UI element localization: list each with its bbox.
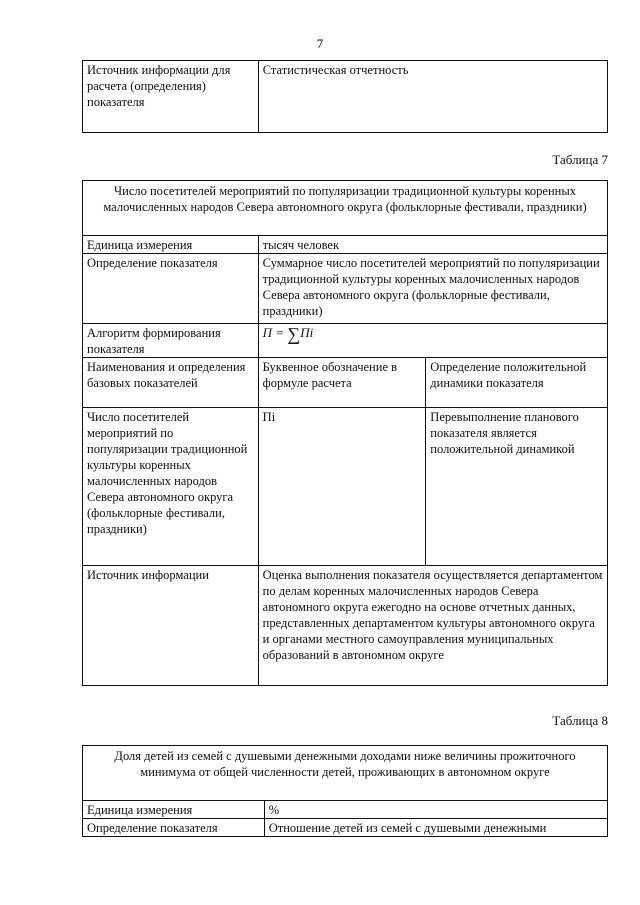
page-number: 7 (316, 36, 324, 51)
base-indicator-dynamics: Перевыполнение планового показателя является положительной динамикой (426, 408, 608, 566)
base-indicator-name: Число посетителей мероприятий по популяризации традиционной культуры коренных малочисленных народов Севера автономного округа (фольклорные фестивали, праздники) (83, 408, 259, 566)
table8-caption: Таблица 8 (552, 713, 608, 728)
column-header: Буквенное обозначение в формуле расчета (258, 358, 426, 408)
table8-title: Доля детей из семей с душевыми денежными доходами ниже величины прожиточного минимума от общей численности детей, проживающих в автономном округе (83, 746, 608, 801)
source-label-cell: Источник информации для расчета (определения) показателя (83, 61, 259, 133)
table-row (83, 819, 608, 837)
base-indicator-symbol: Пi (258, 408, 426, 566)
table-row (83, 61, 608, 133)
source-label-cell: Источник информации (83, 566, 259, 686)
algorithm-label-cell: Алгоритм формирования показателя (83, 324, 259, 358)
source-value-cell: Оценка выполнения показателя осуществляется департаментом по делам коренных малочисленных народов Севера автономного округа ежегодно на основе отчетных данных, представленных департаментом культуры автономного округа и органами местного самоуправления муниципальных образований в автономном округе (258, 566, 607, 686)
formula-lhs: П = (262, 325, 288, 340)
definition-label-cell: Определение показателя (83, 819, 265, 837)
formula-rhs: Пi (300, 325, 314, 340)
table7-caption: Таблица 7 (552, 152, 608, 167)
definition-value-cell: Отношение детей из семей с душевыми денежными (264, 819, 607, 837)
table-row (83, 746, 608, 801)
unit-label-cell: Единица измерения (83, 236, 259, 254)
unit-value-cell: % (264, 801, 607, 819)
table7-title: Число посетителей мероприятий по популяризации традиционной культуры коренных малочисленных народов Севера автономного округа (фольклорные фестивали, праздники) (83, 181, 608, 236)
table-row (83, 408, 608, 566)
source-value-cell: Статистическая отчетность (258, 61, 607, 133)
table-row (83, 324, 608, 358)
table-top (82, 60, 608, 133)
table-row (83, 181, 608, 236)
table-8 (82, 745, 608, 837)
sum-symbol: ∑ (287, 324, 301, 344)
formula-cell (258, 324, 607, 358)
table-row (83, 254, 608, 324)
table-row (83, 236, 608, 254)
unit-value-cell: тысяч человек (258, 236, 607, 254)
table-7 (82, 180, 608, 686)
table-row (83, 801, 608, 819)
table-row (83, 566, 608, 686)
definition-label-cell: Определение показателя (83, 254, 259, 324)
definition-value-cell: Суммарное число посетителей мероприятий по популяризации традиционной культуры коренных малочисленных народов Севера автономного округа (фольклорные фестивали, праздники) (258, 254, 607, 324)
table-row (83, 358, 608, 408)
unit-label-cell: Единица измерения (83, 801, 265, 819)
column-header: Наименования и определения базовых показателей (83, 358, 259, 408)
column-header: Определение положительной динамики показателя (426, 358, 608, 408)
